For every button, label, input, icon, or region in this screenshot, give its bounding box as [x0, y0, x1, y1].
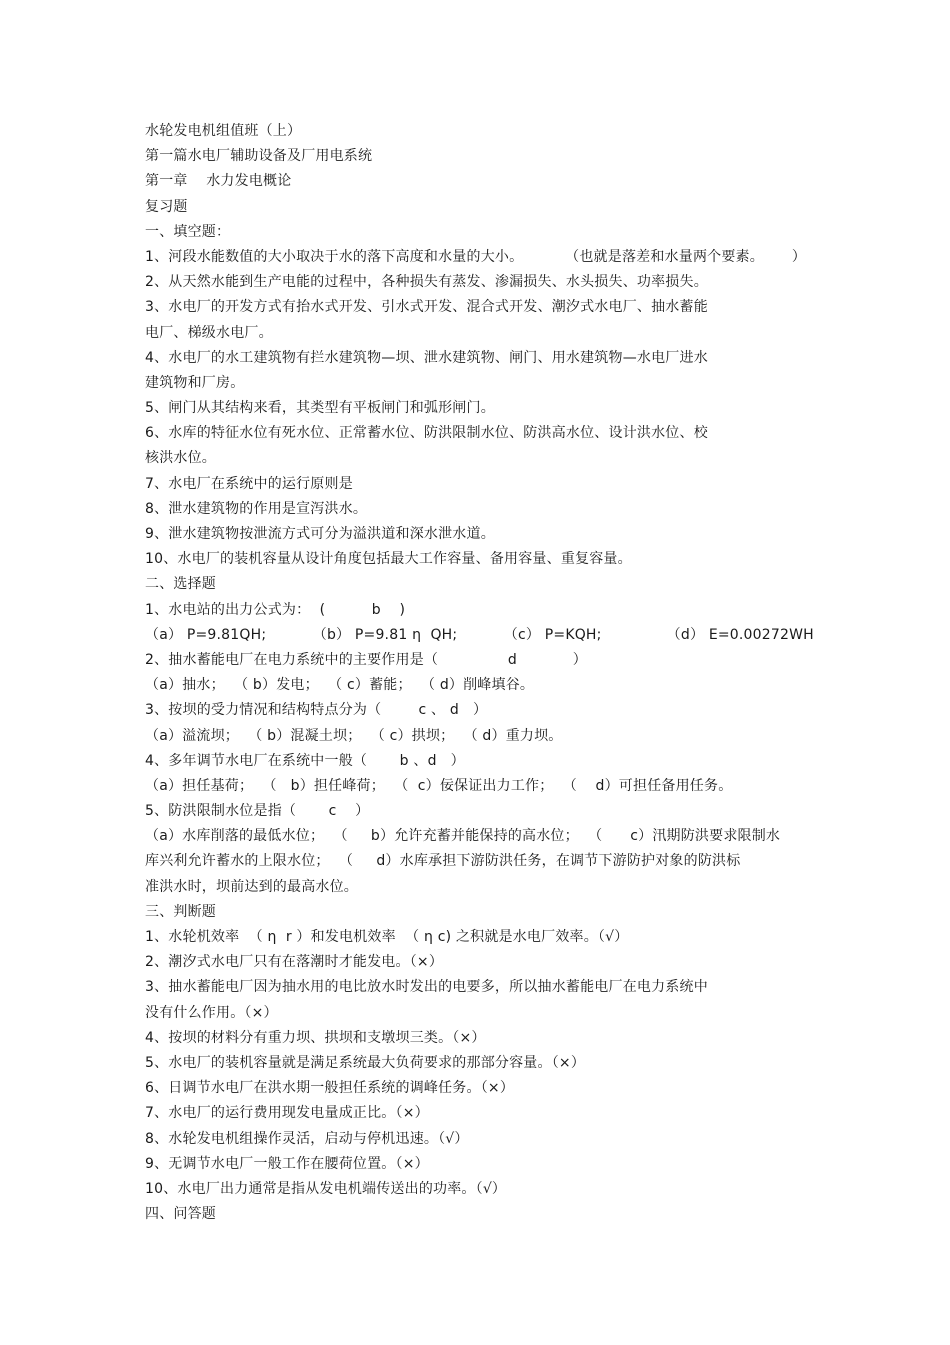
text-line: 10、水电厂出力通常是指从发电机端传送出的功率。（√）	[145, 1180, 507, 1197]
section-heading: 一、填空题：	[145, 223, 231, 240]
text-line: 2、抽水蓄能电厂在电力系统中的主要作用是（ d ）	[145, 651, 587, 668]
text-line: 5、防洪限制水位是指（ c ）	[145, 803, 370, 820]
text-line: 8、水轮发电机组操作灵活，启动与停机迅速。（√）	[145, 1130, 469, 1147]
text-line: 1、水电站的出力公式为： ( b )	[145, 601, 406, 618]
text-line: 4、多年调节水电厂在系统中一般（ b 、d ）	[145, 752, 465, 769]
text-line: 8、泄水建筑物的作用是宣泻洪水。	[145, 500, 368, 517]
text-line: 3、水电厂的开发方式有抬水式开发、引水式开发、混合式开发、潮汐式水电厂、抽水蓄能	[145, 299, 708, 316]
section-heading: 复习题	[145, 198, 188, 215]
text-line: 2、从天然水能到生产电能的过程中，各种损失有蒸发、渗漏损失、水头损失、功率损失。	[145, 274, 708, 291]
text-line: 10、水电厂的装机容量从设计角度包括最大工作容量、备用容量、重复容量。	[145, 551, 632, 568]
text-line: 3、按坝的受力情况和结构特点分为（ c 、 d ）	[145, 702, 488, 719]
document-body	[145, 119, 825, 1227]
text-line: （a）溢流坝； （ b）混凝土坝； （ c）拱坝； （ d）重力坝。	[145, 727, 563, 744]
text-line: 电厂、梯级水电厂。	[145, 324, 273, 341]
text-line: 没有什么作用。（×）	[145, 1004, 278, 1021]
text-line: （a）抽水； （ b）发电； （ c）蓄能； （ d）削峰填谷。	[145, 677, 535, 694]
text-line: 9、泄水建筑物按泄流方式可分为溢洪道和深水泄水道。	[145, 526, 495, 542]
text-line: 7、水电厂在系统中的运行原则是	[145, 475, 353, 492]
text-line: 建筑物和厂房。	[145, 374, 245, 391]
text-line: 核洪水位。	[145, 450, 216, 467]
text-line: 4、按坝的材料分有重力坝、拱坝和支墩坝三类。（×）	[145, 1029, 486, 1046]
text-line: 6、日调节水电厂在洪水期一般担任系统的调峰任务。（×）	[145, 1080, 515, 1097]
part-title: 第一篇水电厂辅助设备及厂用电系统	[145, 148, 373, 165]
section-heading: 二、选择题	[145, 576, 216, 593]
text-line: 5、水电厂的装机容量就是满足系统最大负荷要求的那部分容量。（×）	[145, 1054, 586, 1071]
section-heading: 四、问答题	[145, 1206, 216, 1223]
text-line: 1、水轮机效率 （ η r ）和发电机效率 （ η c) 之积就是水电厂效率。（√）	[145, 929, 629, 945]
text-line: 库兴利允许蓄水的上限水位； （ d）水库承担下游防洪任务，在调节下游防护对象的防洪标	[145, 853, 741, 870]
text-line: （a）水库削落的最低水位； （ b）允许充蓄并能保持的高水位； （ c）汛期防洪要求限制水	[145, 828, 781, 845]
text-line: 1、河段水能数值的大小取决于水的落下高度和水量的大小。 （也就是落差和水量两个要素。 ）	[145, 248, 807, 265]
text-line: 7、水电厂的运行费用现发电量成正比。（×）	[145, 1105, 429, 1122]
doc-title: 水轮发电机组值班（上）	[145, 123, 302, 139]
text-line: 5、闸门从其结构来看，其类型有平板闸门和弧形闸门。	[145, 400, 495, 417]
text-line: 6、水库的特征水位有死水位、正常蓄水位、防洪限制水位、防洪高水位、设计洪水位、校	[145, 425, 708, 442]
text-line: 4、水电厂的水工建筑物有拦水建筑物—坝、泄水建筑物、闸门、用水建筑物—水电厂进水	[145, 349, 708, 366]
text-line: 2、潮汐式水电厂只有在落潮时才能发电。（×）	[145, 954, 444, 971]
text-line: 准洪水时，坝前达到的最高水位。	[145, 878, 358, 895]
text-line: （a）担任基荷； （ b）担任峰荷； （ c）佞保证出力工作； （ d）可担任备用任务。	[145, 777, 733, 794]
text-line: 9、无调节水电厂一般工作在腰荷位置。（×）	[145, 1155, 429, 1172]
text-line: （a） P=9.81QH; （b） P=9.81 η QH; （c） P=KQH; （d） E=0.00272WH	[145, 626, 814, 643]
chapter-title: 第一章 水力发电概论	[145, 173, 292, 190]
text-line: 3、抽水蓄能电厂因为抽水用的电比放水时发出的电要多，所以抽水蓄能电厂在电力系统中	[145, 979, 708, 996]
section-heading: 三、判断题	[145, 903, 216, 920]
